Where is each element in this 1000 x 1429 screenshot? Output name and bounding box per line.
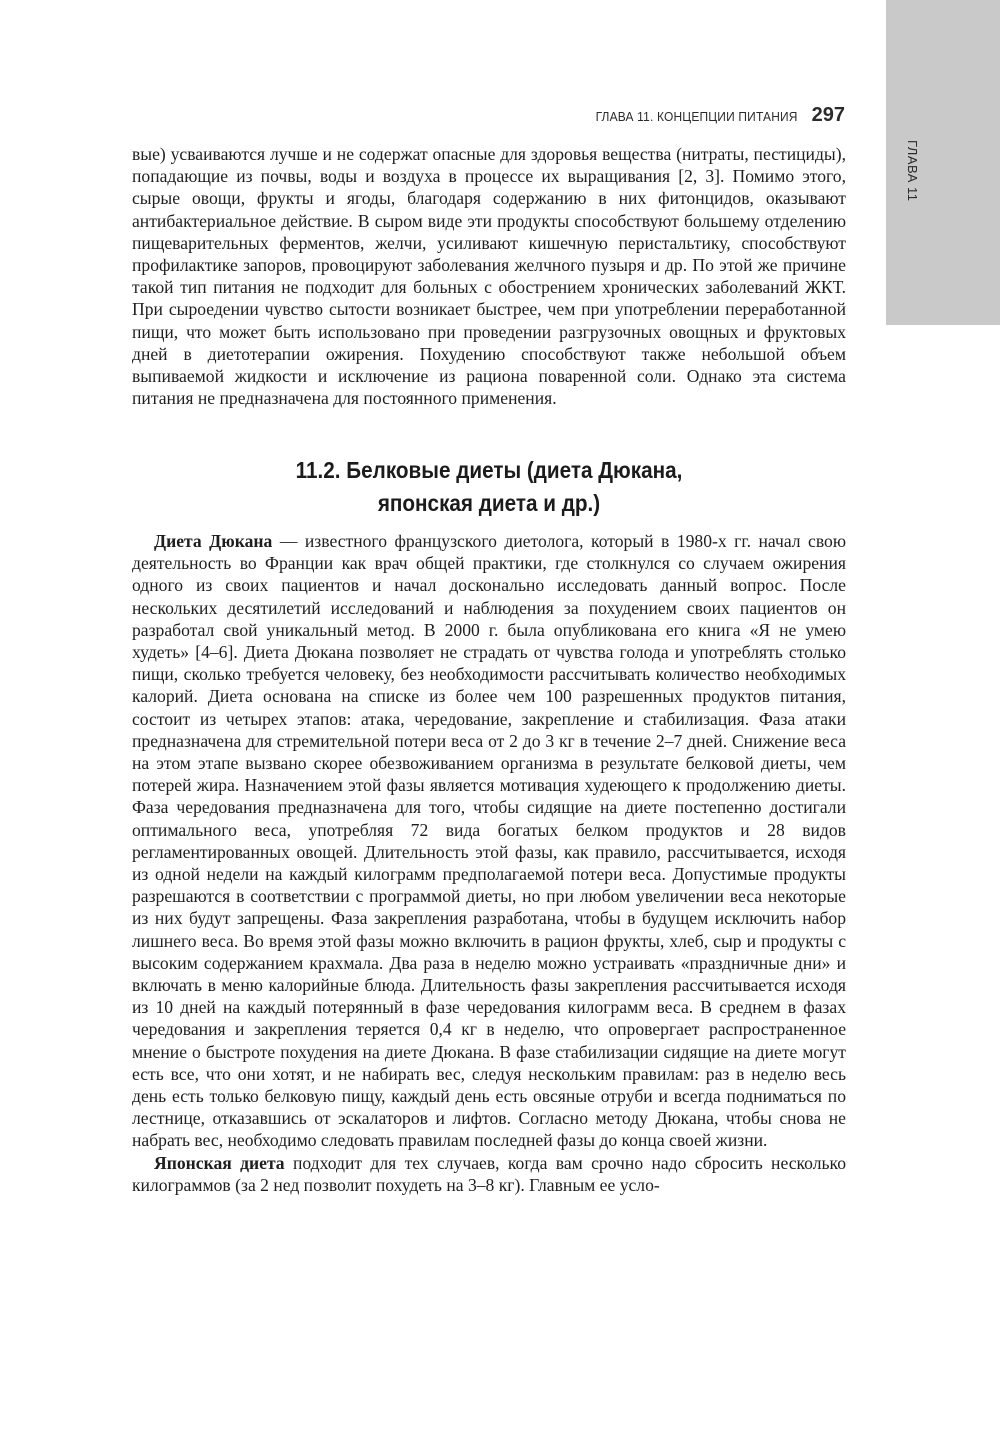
japanese-paragraph: [132, 1152, 846, 1196]
chapter-side-tab: [886, 0, 1000, 325]
page-number: 297: [811, 104, 845, 126]
japanese-paragraph-text: подходит для тех случаев, когда вам срочно надо сбросить несколько килограммов (за 2 нед позволит похудеть на 3–8 кг). Главным ее усло-: [132, 1152, 846, 1195]
running-header: [578, 104, 845, 127]
continued-paragraph-text: вые) усваиваются лучше и не содержат опасные для здоровья вещества (нитраты, пестициды), попадающие из почвы, воды и воздуха в процессе их выращивания [2, 3]. Помимо этого, сырые овощи, фрукты и ягоды, благодаря содержанию в них фитонцидов, оказывают антибактериальное действие. В сыром виде эти продукты способствуют большему отделению пищеварительных ферментов, желчи, усиливают кишечную перистальтику, способствуют профилактике запоров, провоцируют заболевания желчного пузыря и др. По этой же причине такой тип питания не подходит для больных с обострением хронических заболеваний ЖКТ. При сыроедении чувство сытости возникает быстрее, чем при употреблении переработанной пищи, что может быть использовано при проведении разгрузочных овощных и фруктовых дней в диетотерапии ожирения. Похудению способствуют также небольшой объем выпиваемой жидкости и исключение из рациона поваренной соли. Однако эта система питания не предназначена для постоянного применения.: [132, 144, 846, 409]
running-title: ГЛАВА 11. КОНЦЕПЦИИ ПИТАНИЯ: [595, 109, 798, 124]
dukan-paragraph: [132, 530, 846, 1152]
section-heading: [168, 454, 811, 520]
dukan-term: Диета Дюкана: [154, 531, 273, 551]
japanese-term: Японская диета: [154, 1152, 285, 1173]
dukan-paragraph-text: — известного французского диетолога, который в 1980-х гг. начал свою деятельность во Франции как врач общей практики, где столкнулся со случаем ожирения одного из своих пациентов и начал досконально исследовать данный вопрос. После нескольких десятилетий исследований и наблюдения за похудением своих пациентов он разработал свой уникальный метод. В 2000 г. была опубликована его книга «Я не умею худеть» [4–6]. Диета Дюкана позволяет не страдать от чувства голода и употреблять столько пищи, сколько требуется человеку, без необходимости рассчитывать количество необходимых калорий. Диета основана на списке из более чем 100 разрешенных продуктов питания, состоит из четырех этапов: атака, чередование, закрепление и стабилизация. Фаза атаки предназначена для стремительной потери веса от 2 до 3 кг в течение 2–7 дней. Снижение веса на этом этапе вызвано скорее обезвоживанием организма в результате белковой диеты, чем потерей жира. Назначением этой фазы является мотивация худеющего к продолжению диеты. Фаза чередования предназначена для того, чтобы сидящие на диете постепенно достигали оптимального веса, употребляя 72 вида богатых белком продуктов и 28 видов регламентированных овощей. Длительность этой фазы, как правило, рассчитывается, исходя из одной недели на каждый килограмм предполагаемой потери веса. Допустимые продукты разрешаются в соответствии с программой диеты, но при любом увеличении веса некоторые из них будут запрещены. Фаза закрепления разработана, чтобы в будущем исключить набор лишнего веса. Во время этой фазы можно включить в рацион фрукты, хлеб, сыр и продукты с высоким содержанием крахмала. Два раза в неделю можно устраивать «праздничные дни» и включать в меню калорийные блюда. Длительность фазы закрепления рассчитывается исходя из 10 дней на каждый потерянный в фазе чередования килограмм веса. В среднем в фазах чередования и закрепления теряется 0,4 кг в неделю, что опровергает распространенное мнение о быстроте похудения на диете Дюкана. В фазе стабилизации сидящие на диете могут есть все, что они хотят, и не набирать вес, следуя нескольким правилам: раз в неделю весь день есть только белковую пищу, каждый день есть овсяные отруби и всегда подниматься по лестнице, отказавшись от эскалаторов и лифтов. Согласно методу Дюкана, чтобы снова не набрать вес, необходимо следовать правилам последней фазы до конца своей жизни.: [132, 531, 846, 1151]
section-heading-line-2: японская диета и др.): [377, 490, 601, 516]
section-body: [132, 530, 846, 1196]
continued-paragraph: [132, 143, 846, 409]
chapter-side-tab-label: ГЛАВА 11: [905, 140, 920, 202]
section-heading-line-1: 11.2. Белковые диеты (диета Дюкана,: [295, 457, 683, 483]
